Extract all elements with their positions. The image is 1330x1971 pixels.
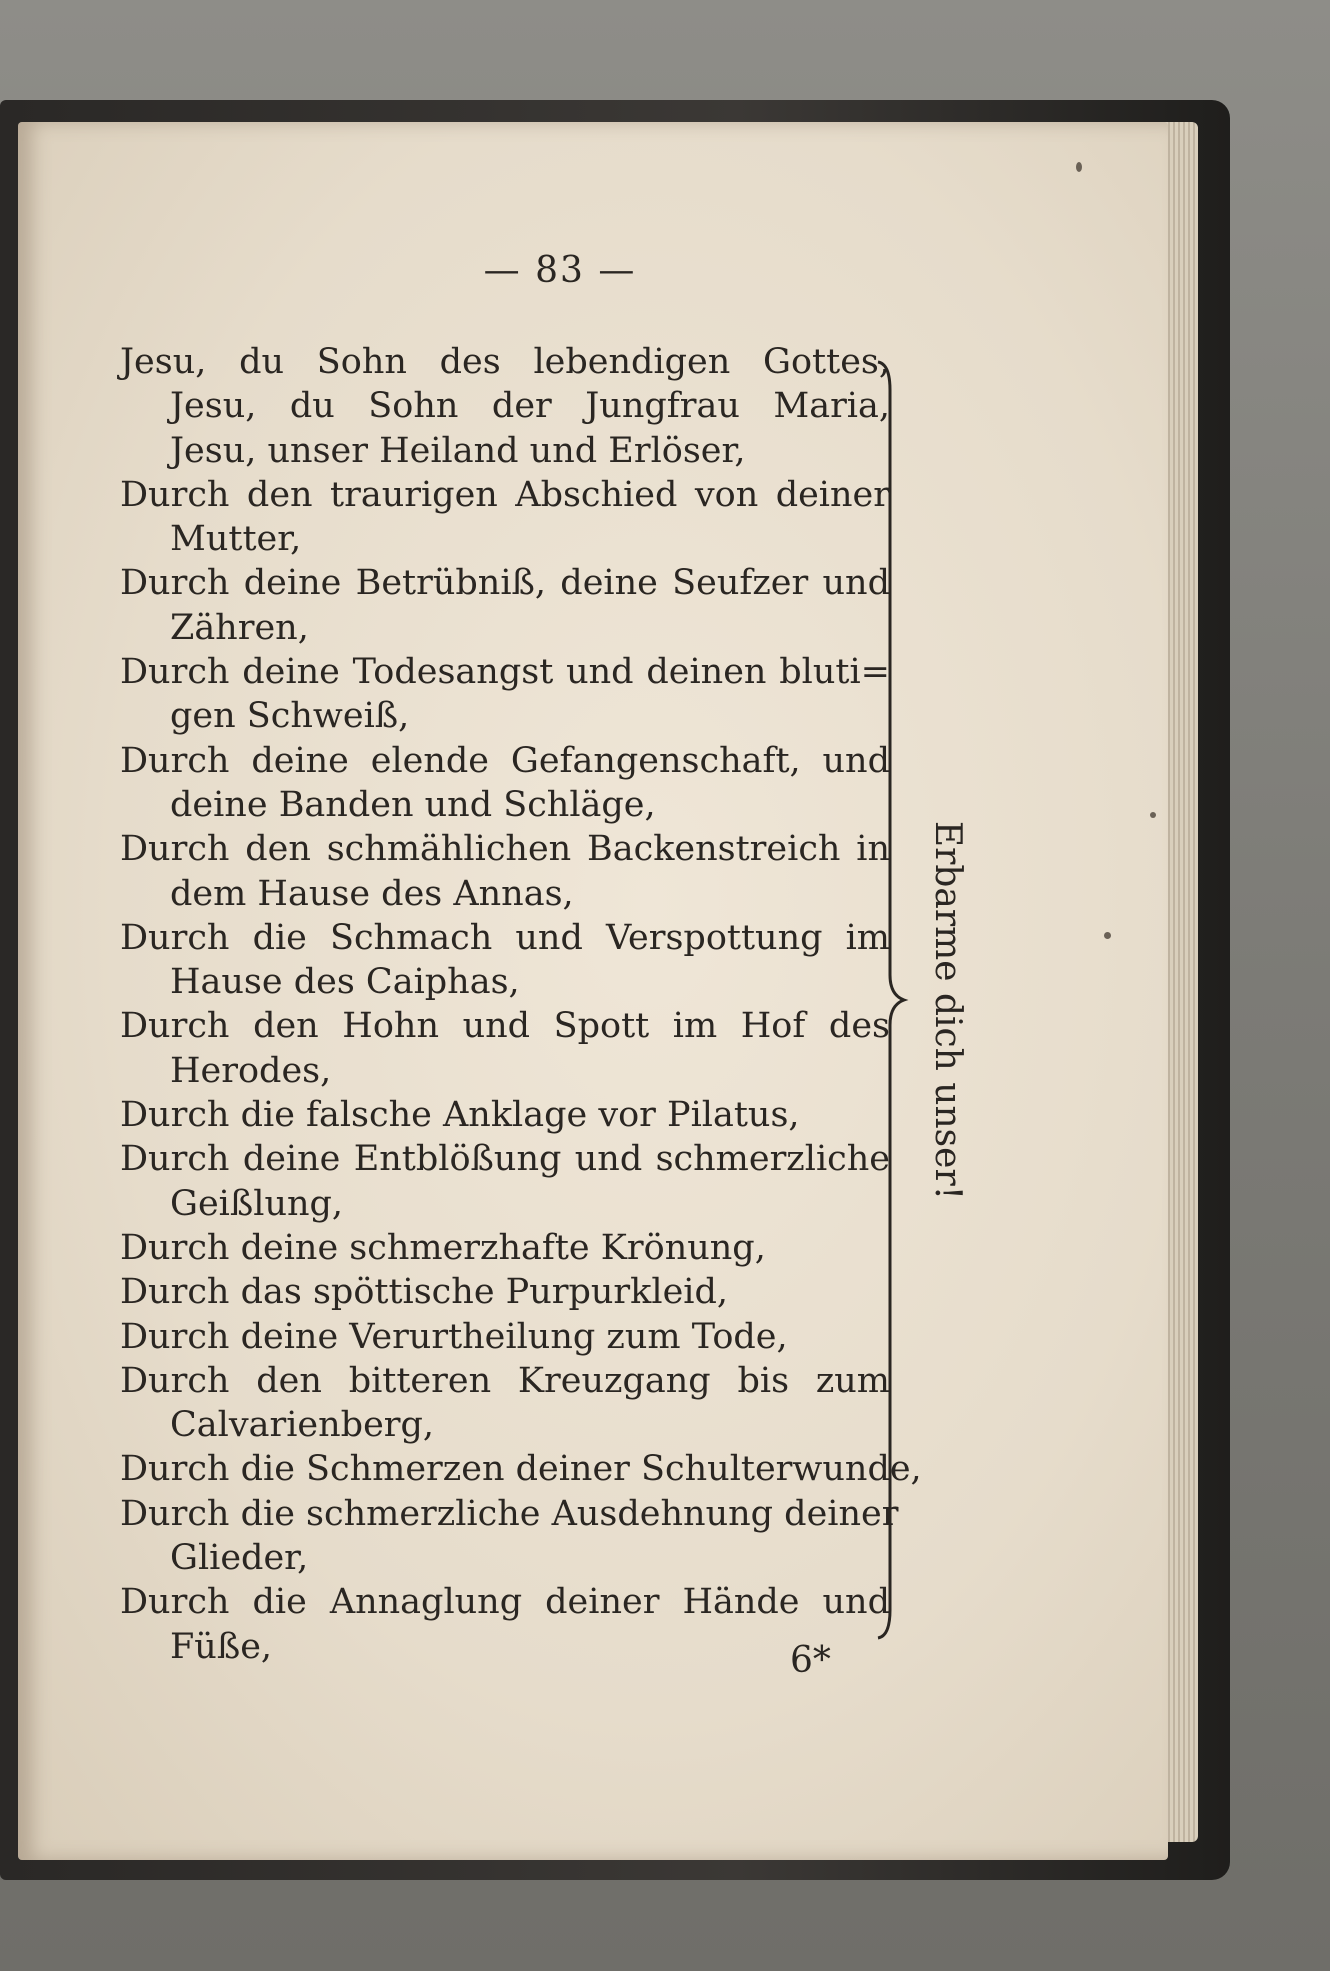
litany-line: Durch deine schmerzhafte Krönung, [120,1227,766,1268]
litany-line: Mutter, [170,519,302,560]
signature-mark: 6* [790,1640,831,1681]
litany-line: gen Schweiß, [170,696,410,737]
litany-line: Hause des Caiphas, [170,962,520,1003]
litany-line: Calvarienberg, [170,1405,435,1446]
litany-line: Durch deine Entblößung und schmerzliche [120,1139,890,1180]
litany-line: Durch die Schmach und Verspottung im [120,917,890,958]
litany-line: Durch deine elende Gefangenschaft, und [120,740,890,781]
litany-line: Durch den Hohn und Spott im Hof des [120,1006,890,1047]
litany-line: Durch deine Betrübniß, deine Seufzer und [120,563,890,604]
litany-line: Durch deine Todesangst und deinen bluti= [120,652,890,693]
litany-line: Durch den schmählichen Backenstreich in [120,829,890,870]
litany-line: Glieder, [170,1538,309,1579]
curly-brace [876,360,916,1640]
litany-line: Durch die falsche Anklage vor Pilatus, [120,1095,800,1136]
litany-line: Durch die Schmerzen deiner Schulterwunde, [120,1449,922,1490]
litany-line: Durch den bitteren Kreuzgang bis zum [120,1360,890,1401]
litany-text [120,340,922,1669]
paper-speck [1150,812,1156,818]
paper-speck [1104,932,1111,939]
response-text: Erbarme dich unser! [927,820,969,1200]
litany-line: Durch deine Verurtheilung zum Tode, [120,1316,788,1357]
litany-line: dem Hause des Annas, [170,873,574,914]
litany-response [928,820,968,1200]
litany-line: Jesu, du Sohn des lebendigen Gottes, [120,342,890,382]
litany-line: Geißlung, [170,1183,344,1224]
litany-line: Jesu, du Sohn der Jungfrau Maria, [170,386,890,427]
litany-line: Herodes, [170,1050,332,1091]
litany-line: Jesu, unser Heiland und Erlöser, [170,430,746,471]
litany-line: Füße, [170,1626,273,1667]
litany-line: Durch das spöttische Purpurkleid, [120,1272,729,1313]
litany-line: Durch die Annaglung deiner Hände und [120,1582,890,1623]
litany-line: Durch den traurigen Abschied von deiner [120,474,890,515]
page-number: — 83 — [483,250,637,291]
litany-line: Zähren, [170,607,309,648]
paper-speck [1076,162,1082,172]
litany-line: deine Banden und Schläge, [170,784,656,825]
litany-line: Durch die schmerzliche Ausdehnung deiner [120,1493,899,1534]
